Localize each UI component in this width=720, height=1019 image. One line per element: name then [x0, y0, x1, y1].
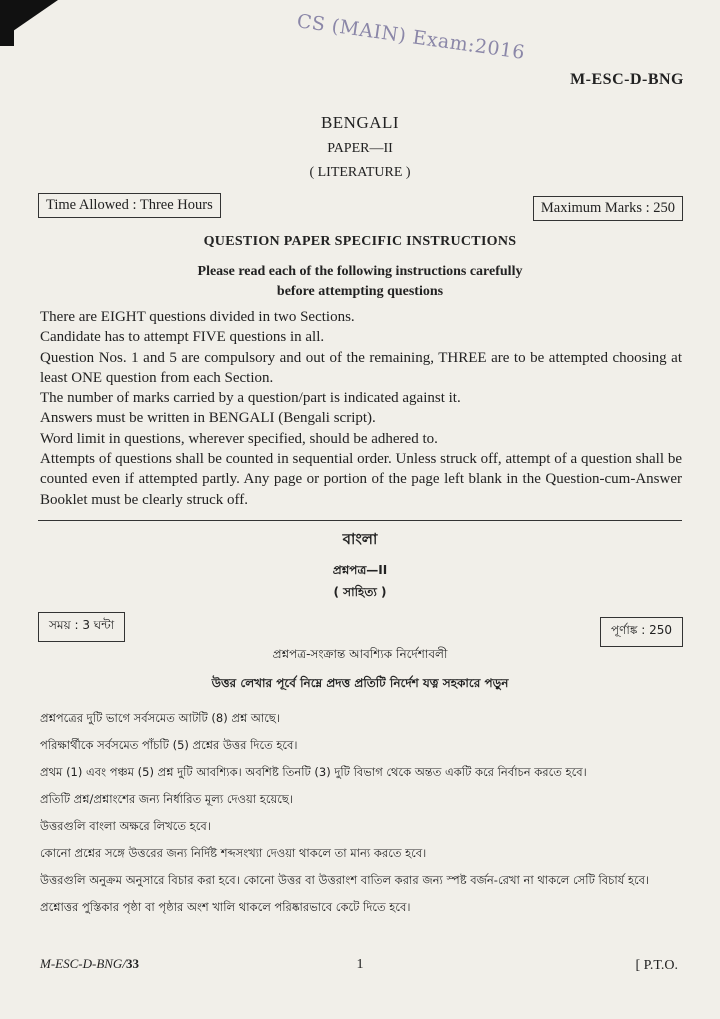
please-turn-over: [ P.T.O.: [635, 958, 678, 973]
paper-code: M-ESC-D-BNG: [570, 71, 684, 88]
exam-stamp: CS (MAIN) Exam:2016: [295, 10, 527, 64]
instruction-item: Attempts of questions shall be counted in sequential order. Unless struck off, attempt of a question shall be counted even if attempted partly. Any page or portion of the page left blank in the Question-cum-Answer Booklet must be clearly struck off.: [40, 451, 682, 508]
instruction-item: Answers must be written in BENGALI (Bengali script).: [40, 410, 376, 427]
bengali-time-box: সময় : 3 ঘন্টা: [38, 612, 125, 642]
bengali-subject-title: বাংলা: [342, 530, 378, 548]
bengali-paper-number: প্রশ্নপত্র—II: [332, 563, 388, 577]
bengali-instruction-item: পরিক্ষার্থীকে সর্বসমেত পাঁচটি (5) প্রশ্নের উত্তর দিতে হবে।: [40, 738, 298, 752]
section-title: ( LITERATURE ): [309, 165, 411, 180]
bengali-section-title: ( সাহিত্য ): [333, 585, 387, 599]
please-line-1: Please read each of the following instructions carefully: [197, 264, 523, 279]
instruction-item: Candidate has to attempt FIVE questions in all.: [40, 329, 325, 346]
bengali-instructions-heading: প্রশ্নপত্র-সংক্রান্ত আবশ্যিক নির্দেশাবলী: [272, 647, 448, 661]
bengali-instruction-item: প্রশ্নোত্তর পুস্তিকার পৃষ্ঠা বা পৃষ্ঠার অংশ খালি থাকলে পরিষ্কারভাবে কেটে দিতে হবে।: [40, 900, 411, 914]
instruction-item: Word limit in questions, wherever specified, should be adhered to.: [40, 430, 438, 447]
section-divider: [38, 520, 682, 521]
paper-number: PAPER—II: [327, 141, 393, 156]
bengali-instruction-item: উত্তরগুলি অনুক্রম অনুসারে বিচার করা হবে। কোনো উত্তর বা উত্তরাংশ বাতিল করার জন্য স্পষ্ট বর্জন-রেখা না থাকলে সেটি বিচার্য হবে।: [40, 873, 650, 887]
footer-code-prefix: M-ESC-D-BNG/: [40, 956, 126, 971]
footer-code-number: 33: [125, 956, 139, 971]
bengali-marks-box: পূর্ণাঙ্ক : 250: [600, 617, 683, 647]
bengali-instructions-subheading: উত্তর লেখার পূর্বে নিম্নে প্রদত্ত প্রতিটি নির্দেশ যত্ন সহকারে পড়ুন: [211, 676, 509, 690]
instruction-item: Question Nos. 1 and 5 are compulsory and out of the remaining, THREE are to be attempted choosing at least ONE question from each Section.: [40, 349, 682, 386]
time-allowed-box: Time Allowed : Three Hours: [38, 193, 221, 218]
page-number: 1: [356, 957, 364, 972]
bengali-instruction-item: কোনো প্রশ্নের সঙ্গে উত্তরের জন্য নির্দিষ্ট শব্দসংখ্যা দেওয়া থাকলে তা মান্য করতে হবে।: [40, 846, 427, 860]
instructions-heading: QUESTION PAPER SPECIFIC INSTRUCTIONS: [203, 234, 517, 249]
bengali-instruction-item: প্রশ্নপত্রের দুটি ভাগে সর্বসমেত আটটি (8) প্রশ্ন আছে।: [40, 711, 280, 725]
bengali-instructions-list: [40, 708, 685, 924]
maximum-marks-box: Maximum Marks : 250: [533, 196, 683, 221]
page-corner-mark-edge: [0, 20, 14, 46]
subject-title: BENGALI: [320, 113, 400, 132]
instructions-list: [40, 307, 682, 510]
please-line-2: before attempting questions: [276, 284, 444, 299]
instruction-item: The number of marks carried by a question/part is indicated against it.: [40, 390, 461, 407]
bengali-instruction-item: প্রথম (1) এবং পঞ্চম (5) প্রশ্ন দুটি আবশ্যিক। অবশিষ্ট তিনটি (3) দুটি বিভাগ থেকে অন্তত একটি করে নির্বাচন করতে হবে।: [40, 765, 587, 779]
instruction-item: There are EIGHT questions divided in two Sections.: [40, 309, 355, 325]
instructions-subheading: [0, 262, 720, 302]
bengali-instruction-item: উত্তরগুলি বাংলা অক্ষরে লিখতে হবে।: [40, 819, 211, 833]
bengali-instruction-item: প্রতিটি প্রশ্ন/প্রশ্নাংশের জন্য নির্ধারিত মূল্য দেওয়া হয়েছে।: [40, 792, 293, 806]
